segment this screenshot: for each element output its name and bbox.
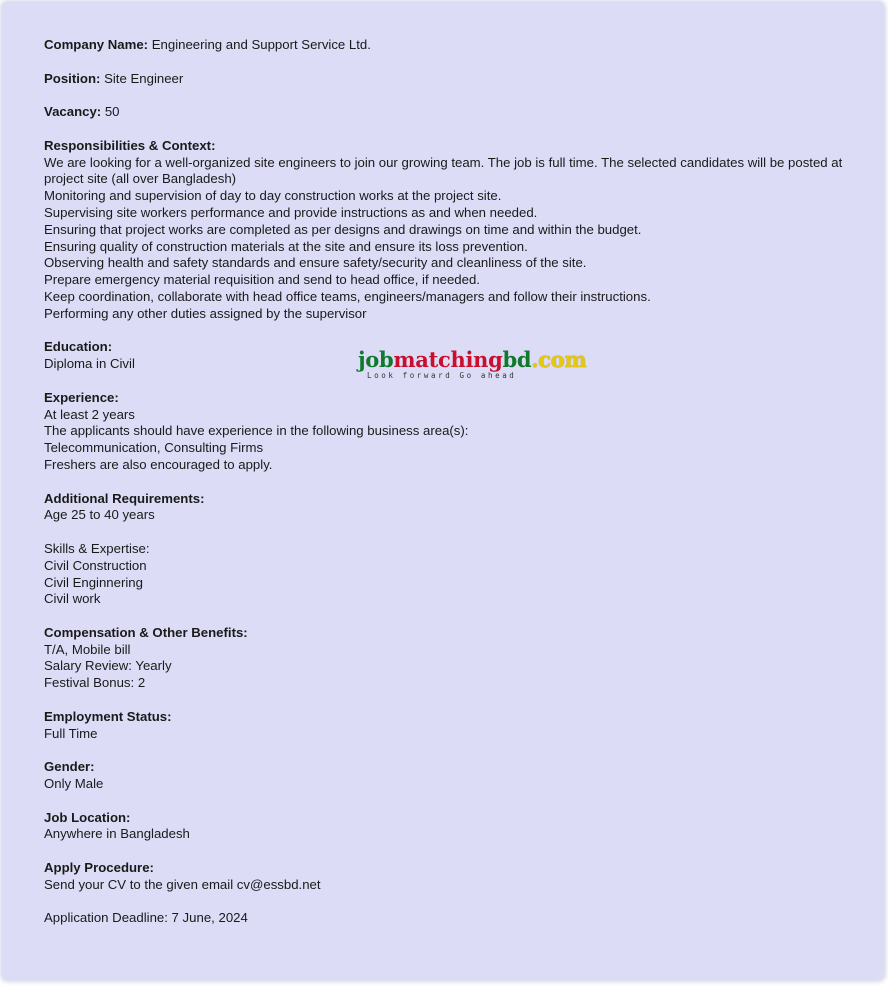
- apply-heading: Apply Procedure:: [44, 860, 154, 876]
- responsibility-item: Ensuring that project works are completed as per designs and drawings on time and within the budget.: [44, 221, 642, 237]
- position-value: Site Engineer: [100, 70, 184, 86]
- skill-item: Civil Construction: [44, 557, 147, 573]
- vacancy-line: [44, 104, 854, 121]
- application-deadline: Application Deadline: 7 June, 2024: [44, 910, 248, 926]
- gender-heading: Gender:: [44, 759, 95, 775]
- education-heading: Education:: [44, 339, 113, 355]
- position-label: Position:: [44, 70, 101, 86]
- responsibility-item: Observing health and safety standards and ensure safety/security and cleanliness of the site.: [44, 255, 587, 271]
- company-label: Company Name:: [44, 37, 149, 52]
- location-item: Anywhere in Bangladesh: [44, 826, 190, 842]
- jobmatchingbd-watermark-logo: [358, 349, 598, 381]
- skills-heading: Skills & Expertise:: [44, 540, 150, 556]
- responsibility-item: Performing any other duties assigned by the supervisor: [44, 305, 367, 321]
- job-post-card: [2, 2, 884, 980]
- responsibility-item: We are looking for a well-organized site engineers to join our growing team. The job is full time. The selected candidates will be posted at project site (all over Bangladesh): [44, 154, 843, 187]
- logo-tagline: Look forward Go ahead: [367, 371, 517, 380]
- gender-item: Only Male: [44, 776, 104, 792]
- employment-heading: Employment Status:: [44, 708, 172, 724]
- vacancy-value: 50: [101, 104, 120, 120]
- logo-wordmark: [358, 349, 598, 371]
- experience-heading: Experience:: [44, 389, 119, 405]
- responsibility-item: Supervising site workers performance and provide instructions as and when needed.: [44, 204, 538, 220]
- employment-item: Full Time: [44, 725, 98, 741]
- location-heading: Job Location:: [44, 809, 131, 825]
- logo-part-job: job: [358, 347, 394, 372]
- responsibility-item: Prepare emergency material requisition and send to head office, if needed.: [44, 272, 480, 288]
- education-item: Diploma in Civil: [44, 356, 135, 372]
- company-line: [44, 37, 854, 54]
- responsibility-item: Keep coordination, collaborate with head office teams, engineers/managers and follow their instructions.: [44, 288, 651, 304]
- compensation-item: Salary Review: Yearly: [44, 658, 172, 674]
- skill-item: Civil Enginnering: [44, 574, 143, 590]
- experience-item: At least 2 years: [44, 406, 135, 422]
- logo-part-com: .com: [531, 347, 587, 372]
- compensation-item: Festival Bonus: 2: [44, 675, 146, 691]
- experience-item: The applicants should have experience in the following business area(s):: [44, 423, 469, 439]
- responsibilities-heading: Responsibilities & Context:: [44, 137, 216, 153]
- experience-item: Freshers are also encouraged to apply.: [44, 456, 273, 472]
- apply-item: Send your CV to the given email cv@essbd.net: [44, 876, 321, 892]
- compensation-heading: Compensation & Other Benefits:: [44, 624, 248, 640]
- vacancy-label: Vacancy:: [44, 104, 102, 120]
- experience-item: Telecommunication, Consulting Firms: [44, 440, 264, 456]
- compensation-item: T/A, Mobile bill: [44, 641, 131, 657]
- company-value: Engineering and Support Service Ltd.: [148, 37, 371, 52]
- position-line: [44, 71, 854, 88]
- responsibility-item: Monitoring and supervision of day to day construction works at the project site.: [44, 188, 502, 204]
- skill-item: Civil work: [44, 591, 101, 607]
- responsibility-item: Ensuring quality of construction materials at the site and ensure its loss prevention.: [44, 238, 528, 254]
- logo-part-matching: matching: [393, 347, 503, 372]
- additional-item: Age 25 to 40 years: [44, 507, 155, 523]
- additional-heading: Additional Requirements:: [44, 490, 205, 506]
- job-post-content: [44, 37, 854, 927]
- logo-part-bd: bd: [502, 347, 532, 372]
